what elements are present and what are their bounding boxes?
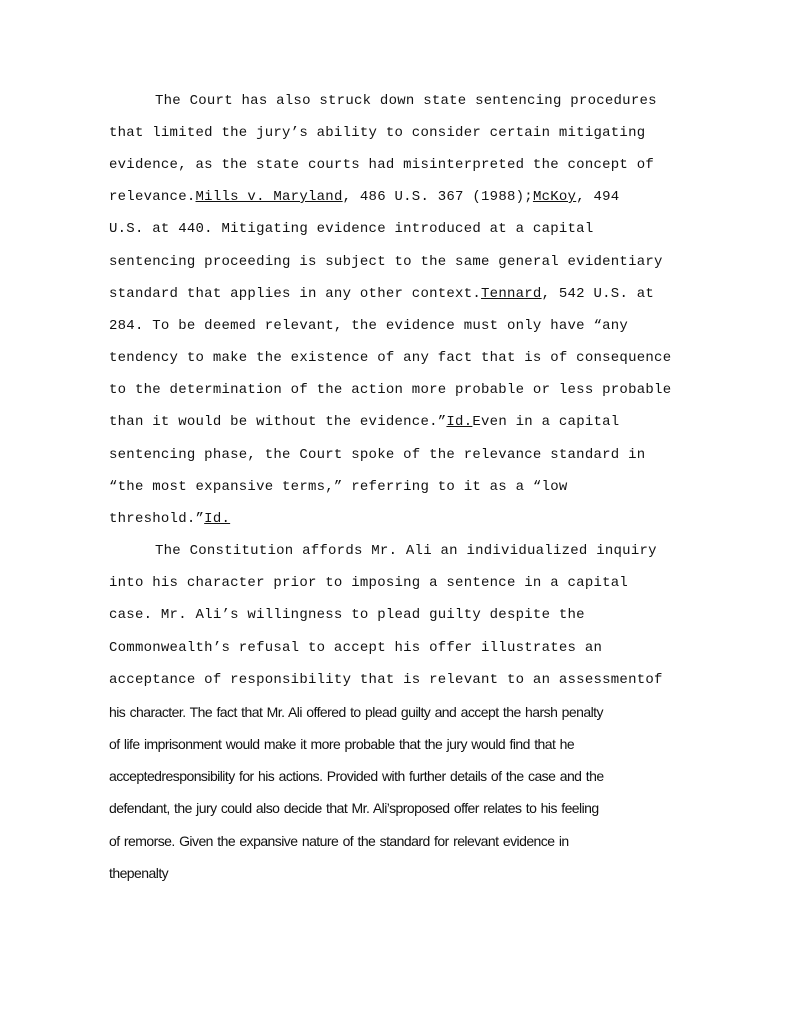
paragraph-2-line-5: acceptance of responsibility that is relevant to an assessmentof xyxy=(109,672,663,688)
text-run: , 542 U.S. at xyxy=(541,286,655,302)
paragraph-2-line-7: of life imprisonment would make it more probable that the jury would find that he xyxy=(109,736,575,752)
paragraph-2-line-9: defendant, the jury could also decide that Mr. Ali’sproposed offer relates to his feeling xyxy=(109,800,599,816)
paragraph-2-line-11: thepenalty xyxy=(109,865,169,881)
paragraph-2-line-8: acceptedresponsibility for his actions. Provided with further details of the case and the xyxy=(109,768,604,784)
paragraph-1-line-5: U.S. at 440. Mitigating evidence introduced at a capital xyxy=(109,221,594,237)
paragraph-1-line-9: tendency to make the existence of any fact that is of consequence xyxy=(109,350,672,366)
paragraph-1-line-6: sentencing proceeding is subject to the same general evidentiary xyxy=(109,254,663,270)
paragraph-1-line-13: “the most expansive terms,” referring to it as a “low xyxy=(109,479,568,495)
paragraph-1-line-1: The Court has also struck down state sentencing procedures xyxy=(155,93,657,109)
text-run: , 494 xyxy=(576,189,620,205)
paragraph-1-line-14 xyxy=(109,510,230,528)
case-citation-mckoy: McKoy xyxy=(532,189,577,205)
text-run: threshold.” xyxy=(109,511,205,527)
paragraph-2-line-2: into his character prior to imposing a sentence in a capital xyxy=(109,575,629,591)
text-run: standard that applies in any other context. xyxy=(109,286,482,302)
paragraph-2-line-4: Commonwealth’s refusal to accept his offer illustrates an xyxy=(109,640,603,656)
text-run: relevance. xyxy=(109,189,196,205)
paragraph-1-line-2: that limited the jury’s ability to consider certain mitigating xyxy=(109,125,646,141)
text-run: than it would be without the evidence.” xyxy=(109,414,447,430)
paragraph-2-line-3: case. Mr. Ali’s willingness to plead guilty despite the xyxy=(109,607,585,623)
paragraph-1-line-8: 284. To be deemed relevant, the evidence must only have “any xyxy=(109,318,629,334)
paragraph-2-line-6: his character. The fact that Mr. Ali offered to plead guilty and accept the harsh penalty xyxy=(109,704,603,720)
paragraph-1-line-11 xyxy=(109,413,619,431)
text-run: Even in a capital xyxy=(472,414,620,430)
paragraph-1-line-10: to the determination of the action more probable or less probable xyxy=(109,382,672,398)
case-citation-mills: Mills v. Maryland xyxy=(195,189,343,205)
text-run: , 486 U.S. 367 (1988); xyxy=(342,189,533,205)
case-citation-id: Id. xyxy=(446,414,473,430)
case-citation-tennard: Tennard xyxy=(481,286,542,302)
paragraph-2-line-10: of remorse. Given the expansive nature of the standard for relevant evidence in xyxy=(109,833,569,849)
paragraph-1-line-12: sentencing phase, the Court spoke of the relevance standard in xyxy=(109,447,646,463)
paragraph-1-line-3: evidence, as the state courts had misinterpreted the concept of xyxy=(109,157,655,173)
case-citation-id: Id. xyxy=(204,511,231,527)
paragraph-1-line-4 xyxy=(109,188,619,206)
paragraph-1-line-7 xyxy=(109,285,654,303)
paragraph-2-line-1: The Constitution affords Mr. Ali an individualized inquiry xyxy=(155,543,657,559)
